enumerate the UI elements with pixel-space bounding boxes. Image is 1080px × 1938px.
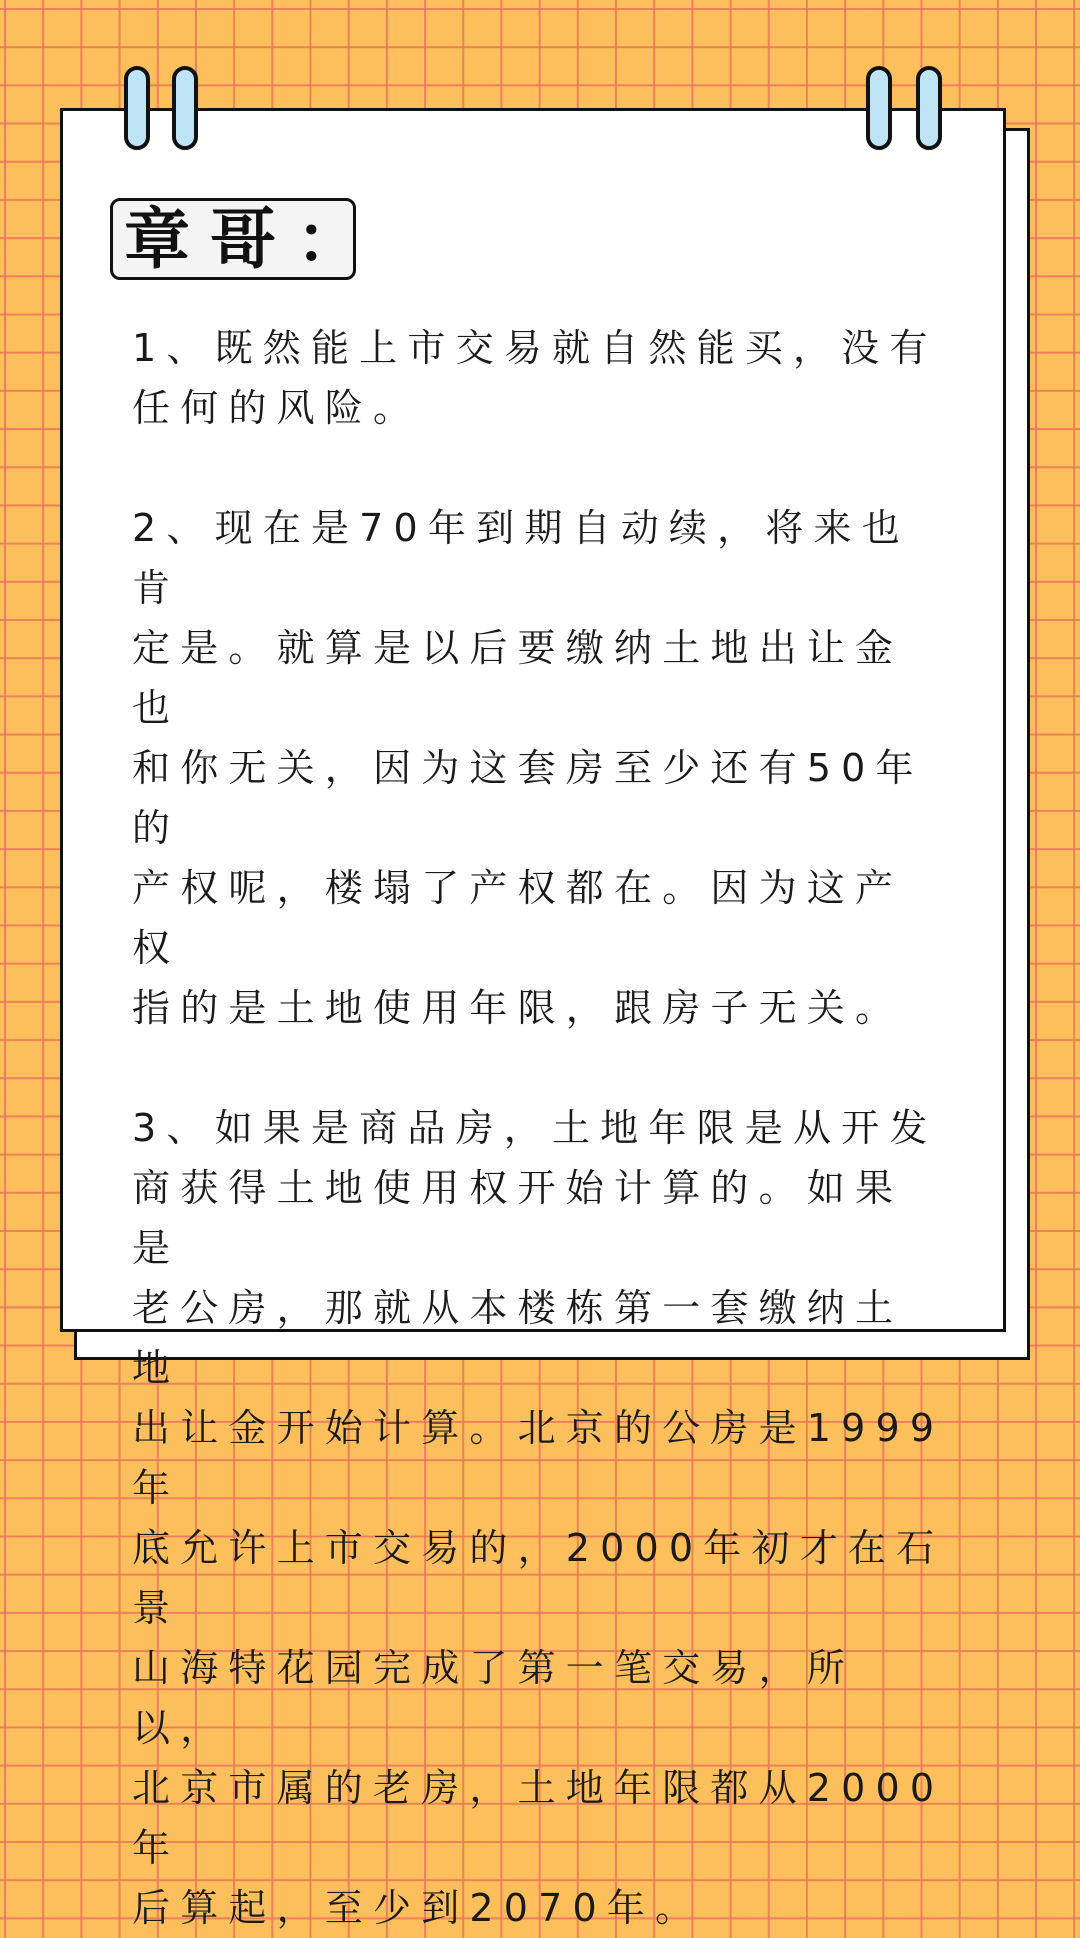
binder-ring-icon <box>866 66 892 150</box>
paragraph-2: 2、现在是70年到期自动续，将来也肯 定是。就算是以后要缴纳土地出让金也 和你无关，因为这套房至少还有50年的 产权呢，楼塌了产权都在。因为这产权 指的是土地使用年限，跟房子无关。 <box>132 506 924 1030</box>
binder-ring-icon <box>124 66 150 150</box>
binder-ring-icon <box>172 66 198 150</box>
paragraph-3: 3、如果是商品房，土地年限是从开发 商获得土地使用权开始计算的。如果是 老公房，那就从本楼栋第一套缴纳土地 出让金开始计算。北京的公房是1999年 底允许上市交易的，2000年初才在石景 山海特花园完成了第一笔交易，所以， 北京市属的老房，土地年限都从2000年 后算起，至少到2070年。 <box>132 1106 945 1930</box>
paragraph-1: 1、既然能上市交易就自然能买，没有 任何的风险。 <box>132 326 938 430</box>
binder-ring-icon <box>916 66 942 150</box>
page-title: 章哥： <box>124 201 382 278</box>
notes-content <box>132 318 948 1938</box>
